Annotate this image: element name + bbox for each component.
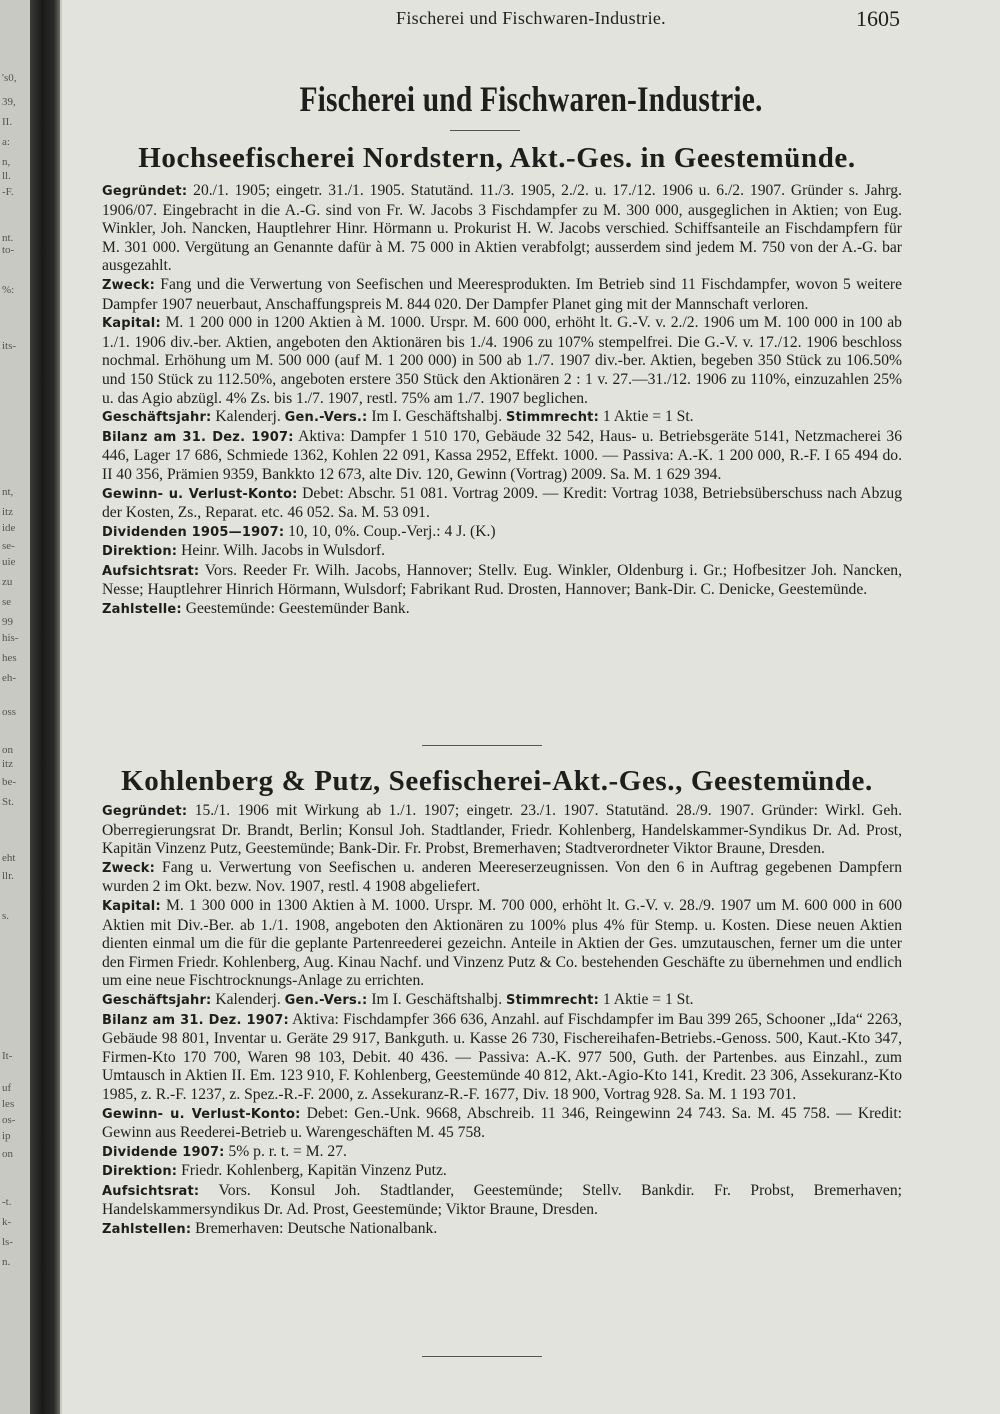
margin-fragment: k- — [2, 1216, 12, 1228]
entry-label: Direktion: — [102, 1164, 178, 1180]
margin-fragment: les — [2, 1098, 15, 1110]
entry-paragraph — [102, 1162, 902, 1182]
entry-paragraph — [102, 600, 902, 620]
page-number: 1605 — [856, 6, 900, 31]
margin-fragment: eh- — [2, 672, 17, 684]
entry-label: Gegründet: — [102, 184, 188, 199]
company-body-kohlenberg-putz — [102, 802, 902, 1240]
entry-paragraph — [102, 1220, 902, 1240]
entry-text: Kalenderj. — [215, 408, 281, 426]
entry-paragraph — [102, 897, 902, 991]
entry-paragraph — [102, 991, 902, 1011]
entry-text: 20./1. 1905; eingetr. 31./1. 1905. Statutänd. 11./3. 1905, 2./2. u. 17./12. 1906 u. 6./2. 1907. Gründer s. Jahrg. 1906/07. Eingebracht in die A.-G. sind von Fr. W. Jacobs 3 Fischdampfer zu M. 300 000, ausgeglichen in Aktien; von Eug. Winkler, Joh. Nancken, Hauptlehrer Hinr. Hörmann u. Prokurist H. W. Jacobs verschied. Schiffsanteile an Fischdampfern für M. 301 000. Vergütung an Genannte dafür à M. 75 000 in Aktien verabfolgt; ausserdem sind jedem M. 750 von der A.-G. bar ausgezahlt. — [102, 182, 902, 275]
entry-paragraph — [102, 276, 902, 314]
margin-fragment: be- — [2, 776, 17, 788]
entry-label: Gegründet: — [102, 804, 188, 819]
entry-label: Bilanz am 31. Dez. 1907: — [102, 429, 294, 445]
entry-text: Kalenderj. — [215, 990, 281, 1008]
margin-fragment: on — [2, 744, 13, 756]
entry-text: Im I. Geschäftshalbj. — [371, 408, 503, 426]
entry-text: Friedr. Kohlenberg, Kapitän Vinzenz Putz. — [181, 1162, 447, 1180]
margin-fragment: 99 — [2, 616, 13, 628]
entry-label: Stimmrecht: — [506, 410, 599, 426]
entry-text: Heinr. Wilh. Jacobs in Wulsdorf. — [181, 542, 385, 560]
section-separator — [422, 745, 542, 746]
margin-fragment: nt, — [2, 486, 14, 498]
margin-fragment: oss — [2, 706, 17, 718]
binding-shadow — [30, 0, 60, 1414]
margin-fragment: %: — [2, 284, 15, 296]
margin-fragment: It- — [2, 1050, 13, 1062]
entry-paragraph — [102, 485, 902, 523]
entry-text: Aktiva: Fischdampfer 366 636, Anzahl. auf Fischdampfer im Bau 399 265, Schooner „Ida“ 2263, Gebäude 98 801, Inventar u. Geräte 29 917, Bankguth. u. Kasse 26 730, Fischereihafen-Betriebs.-Genoss. 500, Kaut.-Kto 347, Firmen-Kto 170 700, Waren 98 103, Debit. 40 436. — Passiva: A.-K. 977 500, Guth. der Partenbes. aus Einzahl., zum Umtausch in Aktien II. Em. 123 910, F. Kohlenberg, Geestemünde 40 812, Akt.-Agio-Kto 141, Kredit. 23 306, Assekuranz-Kto 1985, z. R.-F. 1237, z. Spez.-R.-F. 2000, z. Assekuranz-R.-F. 1677, Div. 18 900, Vortrag 928. Sa. M. 1 193 701. — [102, 1010, 902, 1103]
margin-fragment: n, — [2, 156, 11, 168]
entry-label: Dividende 1907: — [102, 1144, 225, 1160]
margin-fragment: -F. — [2, 186, 14, 198]
entry-text: Debet: Abschr. 51 081. Vortrag 2009. — Kredit: Vortrag 1038, Betriebsüberschuss nach Abzug der Kosten, Zs., Reparat. etc. 46 052. Sa. M. 53 091. — [102, 484, 902, 522]
entry-label: Zahlstelle: — [102, 602, 182, 618]
entry-text: Bremerhaven: Deutsche Nationalbank. — [195, 1220, 438, 1238]
entry-text: Debet: Gen.-Unk. 9668, Abschreib. 11 346, Reingewinn 24 743. Sa. M. 45 758. — Kredit: Gewinn aus Reederei-Betrieb u. Warengeschäften M. 45 758. — [102, 1104, 902, 1142]
entry-paragraph — [102, 1105, 902, 1143]
margin-fragment: uie — [2, 556, 16, 568]
end-separator — [422, 1356, 542, 1357]
margin-fragment: se- — [2, 540, 15, 552]
margin-fragment: its- — [2, 340, 17, 352]
margin-fragment: zu — [2, 576, 13, 588]
margin-fragment: eht — [2, 852, 16, 864]
entry-text: M. 1 300 000 in 1300 Aktien à M. 1000. Urspr. M. 700 000, erhöht lt. G.-V. v. 28./9. 1907 um M. 600 000 in 600 Aktien mit Div.-Ber. ab 1./1. 1908, angeboten den Aktionären zu 100% plus 4% für Stemp. u. Kosten. Diese neuen Aktien dienten einmal um die für die geplante Partenreederei gezeichn. Anteile in Aktien der Ges. umzutauschen, ferner um die unter den Firmen Friedr. Kohlenberg, Aug. Kinau Nachf. und Vinzenz Putz & Co. bestehenden Geschäfte zu übernehmen und endlich um eine neue Fischtrocknungs-Anlage zu errichten. — [102, 896, 902, 990]
document-page — [62, 0, 1000, 1414]
margin-fragment: se — [2, 596, 12, 608]
entry-paragraph — [102, 1011, 902, 1105]
entry-label: Zweck: — [102, 277, 156, 293]
margin-fragment: itz — [2, 758, 13, 770]
entry-label: Kapital: — [102, 898, 161, 914]
margin-fragment: uf — [2, 1082, 12, 1094]
entry-text: 15./1. 1906 mit Wirkung ab 1./1. 1907; eingetr. 23./1. 1907. Statutänd. 28./9. 1907. Gründer: Wirkl. Geh. Oberregierungsrat Dr. Brandt, Berlin; Konsul Joh. Stadtlander, Friedr. Kohlenberg, Handelskammer-Syndikus Dr. Ad. Prost, Kapitän Vinzenz Putz, Geestemünde; Bank-Dir. Fr. Probst, Bremerhaven; Stadtverordneter Viktor Braune, Dresden. — [102, 802, 902, 858]
entry-label: Dividenden 1905—1907: — [102, 524, 285, 540]
margin-fragment: llr. — [2, 870, 14, 882]
entry-text: Vors. Reeder Fr. Wilh. Jacobs, Hannover; Stellv. Eug. Winkler, Oldenburg i. Gr.; Hofbesitzer Joh. Nancken, Nesse; Hauptlehrer Hinrich Hörmann, Wulsdorf; Fabrikant Rud. Drosten, Hannover; Bank-Dir. C. Denicke, Geestemünde. — [102, 561, 902, 599]
entry-text: 5% p. r. t. = M. 27. — [228, 1142, 347, 1160]
entry-paragraph — [102, 859, 902, 897]
entry-text: Im I. Geschäftshalbj. — [371, 990, 503, 1008]
margin-fragment: ide — [2, 522, 16, 534]
entry-label: Bilanz am 31. Dez. 1907: — [102, 1012, 289, 1028]
entry-paragraph — [102, 1182, 902, 1220]
margin-fragment: nt. — [2, 232, 14, 244]
margin-fragment: on — [2, 1148, 13, 1160]
entry-label: Geschäftsjahr: — [102, 992, 212, 1008]
entry-label: Kapital: — [102, 316, 161, 332]
title-rule — [450, 130, 520, 131]
margin-fragment: itz — [2, 506, 13, 518]
running-title: Fischerei und Fischwaren-Industrie. — [396, 8, 666, 28]
entry-paragraph — [102, 562, 902, 600]
entry-label: Aufsichtsrat: — [102, 1183, 200, 1199]
entry-text: 10, 10, 0%. Coup.-Verj.: 4 J. (K.) — [288, 522, 496, 540]
entry-text: Fang und die Verwertung von Seefischen und Meeresprodukten. Im Betrieb sind 11 Fischdampfer, wovon 5 weitere Dampfer 1907 neuerbaut, Anschaffungspreis M. 844 020. Der Dampfer Planet ging mit der Mannschaft verloren. — [102, 275, 902, 313]
entry-paragraph — [102, 182, 902, 276]
entry-text: 1 Aktie = 1 St. — [602, 990, 694, 1008]
margin-fragment: a: — [2, 136, 10, 148]
company-body-nordstern — [102, 182, 902, 620]
entry-text: 1 Aktie = 1 St. — [602, 408, 694, 426]
margin-fragment: os- — [2, 1114, 16, 1126]
margin-fragment: s. — [2, 910, 10, 922]
entry-label: Gewinn- u. Verlust-Konto: — [102, 486, 298, 502]
entry-paragraph — [102, 428, 902, 485]
entry-text: Vors. Konsul Joh. Stadtlander, Geestemünde; Stellv. Bankdir. Fr. Probst, Bremerhaven; Handelskammersyndikus Dr. Ad. Prost, Geestemünde; Viktor Braune, Dresden. — [102, 1181, 902, 1219]
running-head — [62, 8, 1000, 34]
margin-fragment: -t. — [2, 1196, 12, 1208]
entry-label: Zahlstellen: — [102, 1222, 192, 1238]
entry-text: Geestemünde: Geestemünder Bank. — [185, 600, 410, 618]
entry-paragraph — [102, 408, 902, 428]
company-title-kohlenberg-putz: Kohlenberg & Putz, Seefischerei-Akt.-Ges., Geestemünde. — [121, 765, 873, 797]
entry-text: Aktiva: Dampfer 1 510 170, Gebäude 32 542, Haus- u. Betriebsgeräte 5141, Netzmacherei 36 446, Lager 17 686, Schmiede 1362, Kohlen 22 091, Kassa 2952, Effekt. 1000. — Passiva: A.-K. 1 200 000, R.-F. I 65 494 do. II 40 356, Prämien 9359, Bankkto 12 673, alte Div. 120, Gewinn (Vortrag) 2009. Sa. M. 1 629 394. — [102, 427, 902, 483]
section-title: Fischerei und Fischwaren-Industrie. — [299, 79, 763, 119]
margin-fragment: ll. — [2, 170, 11, 182]
entry-label: Geschäftsjahr: — [102, 410, 212, 426]
margin-fragment: n. — [2, 1256, 11, 1268]
entry-label: Gewinn- u. Verlust-Konto: — [102, 1106, 301, 1122]
entry-label: Zweck: — [102, 860, 156, 876]
entry-label: Gen.-Vers.: — [284, 992, 368, 1008]
margin-fragment: 39, — [2, 96, 16, 108]
margin-fragment: 's0, — [2, 72, 17, 84]
entry-paragraph — [102, 523, 902, 543]
margin-fragment: his- — [2, 632, 19, 644]
entry-label: Gen.-Vers.: — [284, 410, 368, 426]
margin-fragment: II. — [2, 116, 13, 128]
margin-fragments — [2, 0, 32, 1414]
entry-text: M. 1 200 000 in 1200 Aktien à M. 1000. Urspr. M. 600 000, erhöht lt. G.-V. v. 2./2. 1906 um M. 100 000 in 100 ab 1./1. 1906 div.-ber. Aktien, angeboten den Aktionären bis 1./4. 1906 zu 107% stempelfrei. Die G.-V. v. 17./12. 1906 beschloss nochmal. Erhöhung um M. 500 000 (auf M. 1 200 000) in 500 ab 1./7. 1907 div.-ber. Aktien, begeben 350 Stück zu 106.50% und 150 Stück zu 112.50%, angeboten erstere 350 Stück den Aktionären 2 : 1 v. 27.—31./12. 1906 zu 110%, einzuzahlen 25% u. das Agio abzügl. 4% Zs. bis 1./7. 1907, restl. 75% am 1./7. 1907 beglichen. — [102, 314, 902, 407]
margin-fragment: hes — [2, 652, 17, 664]
company-title-nordstern: Hochseefischerei Nordstern, Akt.-Ges. in Geestemünde. — [138, 142, 856, 174]
entry-paragraph — [102, 314, 902, 408]
entry-label: Direktion: — [102, 544, 178, 560]
entry-paragraph — [102, 542, 902, 562]
margin-fragment: ip — [2, 1130, 11, 1142]
margin-fragment: St. — [2, 796, 14, 808]
margin-fragment: to- — [2, 244, 15, 256]
entry-paragraph — [102, 802, 902, 859]
margin-fragment: ls- — [2, 1236, 13, 1248]
entry-label: Aufsichtsrat: — [102, 563, 200, 579]
entry-label: Stimmrecht: — [506, 992, 599, 1008]
entry-text: Fang u. Verwertung von Seefischen u. anderen Meereserzeugnissen. Von den 6 in Auftrag gegebenen Dampfern wurden 2 im Okt. bezw. Nov. 1907, restl. 4 1908 abgeliefert. — [102, 858, 902, 896]
entry-paragraph — [102, 1143, 902, 1163]
